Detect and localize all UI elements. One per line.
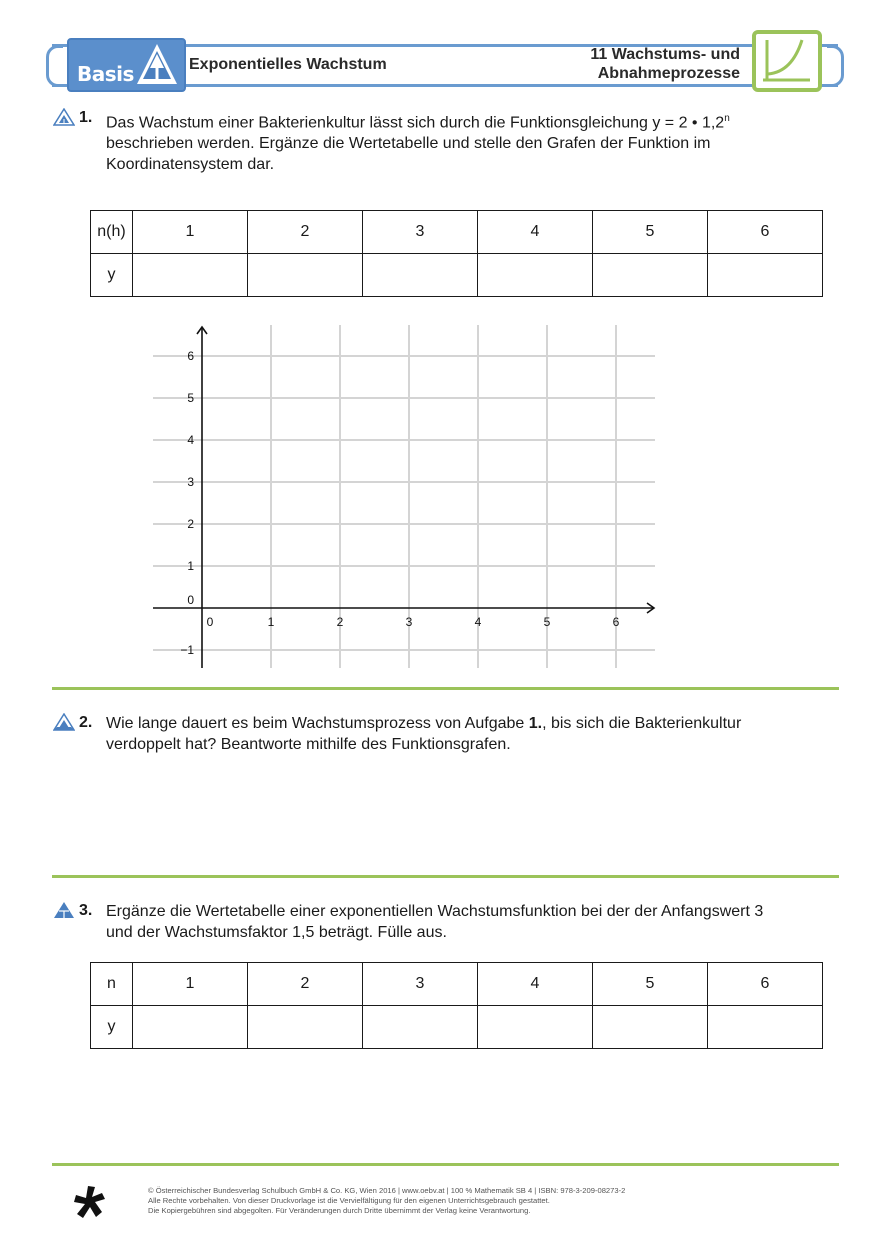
x-tick-label: 4 xyxy=(474,615,482,629)
table1-n-3: 3 xyxy=(363,211,478,254)
chapter-title-line1: 11 Wachstums- und xyxy=(590,46,740,63)
table3-y-cell[interactable] xyxy=(593,1006,708,1049)
table3-y-cell[interactable] xyxy=(363,1006,478,1049)
table3-y-cell[interactable] xyxy=(248,1006,363,1049)
task2-number: 2. xyxy=(79,714,93,731)
footer-copyright xyxy=(148,1186,625,1216)
table3-n-3: 3 xyxy=(363,963,478,1006)
table1-n-5: 5 xyxy=(593,211,708,254)
task1-exponent: n xyxy=(724,113,730,124)
table1-y-cell[interactable] xyxy=(708,254,823,297)
publisher-logo-icon xyxy=(72,1184,110,1222)
y-tick-label: 2 xyxy=(187,517,194,531)
growth-curve-icon xyxy=(752,30,822,92)
table3-n-2: 2 xyxy=(248,963,363,1006)
task2-line2: verdoppelt hat? Beantworte mithilfe des Funktionsgrafen. xyxy=(106,736,511,753)
table3-n-1: 1 xyxy=(133,963,248,1006)
separator xyxy=(52,687,839,690)
table1-n-1: 1 xyxy=(133,211,248,254)
y-tick-label: 6 xyxy=(187,349,194,363)
difficulty-icon xyxy=(53,713,75,731)
y-tick-label: 0 xyxy=(187,593,194,607)
task3-number: 3. xyxy=(79,902,93,919)
value-table-1 xyxy=(90,210,823,297)
separator xyxy=(52,1163,839,1166)
value-table-3 xyxy=(90,962,823,1049)
task1-line2: beschrieben werden. Ergänze die Wertetabelle und stelle den Grafen der Funktion im xyxy=(106,135,711,153)
task3-line1: Ergänze die Wertetabelle einer exponentiellen Wachstumsfunktion bei der der Anfangswert 3 xyxy=(106,903,764,920)
table1-row-y xyxy=(91,254,823,297)
header-right-bracket xyxy=(827,45,844,87)
table1-n-2: 2 xyxy=(248,211,363,254)
table1-n-6: 6 xyxy=(708,211,823,254)
y-tick-label: 1 xyxy=(187,559,194,573)
table3-label-y: y xyxy=(91,1006,133,1049)
table3-n-4: 4 xyxy=(478,963,593,1006)
table3-y-cell[interactable] xyxy=(133,1006,248,1049)
table3-n-6: 6 xyxy=(708,963,823,1006)
table1-y-cell[interactable] xyxy=(363,254,478,297)
x-tick-label: 6 xyxy=(612,615,620,629)
table3-y-cell[interactable] xyxy=(478,1006,593,1049)
table1-y-cell[interactable] xyxy=(133,254,248,297)
footer-line2: Alle Rechte vorbehalten. Von dieser Druckvorlage ist die Vervielfältigung für den eigenen Unterrichtsgebrauch gestattet. xyxy=(148,1196,550,1205)
x-tick-label: 3 xyxy=(405,615,413,629)
table3-row-y xyxy=(91,1006,823,1049)
footer-line3: Die Kopiergebühren sind abgegolten. Für Veränderungen durch Dritte übernimmt der Verlag keine Verantwortung. xyxy=(148,1206,531,1215)
task1-number: 1. xyxy=(79,109,93,126)
table1-row-n xyxy=(91,211,823,254)
task3-text xyxy=(106,901,851,943)
task3-line2: und der Wachstumsfaktor 1,5 beträgt. Fülle aus. xyxy=(106,924,447,941)
x-tick-label: 2 xyxy=(336,615,344,629)
task2-line1-ref: 1. xyxy=(528,715,543,732)
task1-line1 xyxy=(106,108,851,133)
coordinate-system[interactable] xyxy=(140,320,670,675)
task1-line3: Koordinatensystem dar. xyxy=(106,156,275,174)
table1-y-cell[interactable] xyxy=(478,254,593,297)
x-tick-label: 1 xyxy=(267,615,275,629)
x-tick-label: 5 xyxy=(543,615,551,629)
y-tick-label: −1 xyxy=(180,643,194,657)
pyramid-icon xyxy=(135,42,179,86)
task2-line1 xyxy=(106,713,851,734)
task1-text xyxy=(106,108,851,175)
table3-y-cell[interactable] xyxy=(708,1006,823,1049)
y-tick-label: 5 xyxy=(187,391,194,405)
task1-line1-text: Das Wachstum einer Bakterienkultur lässt sich durch die Funktionsgleichung y = 2 • 1,2 xyxy=(106,114,725,132)
task2-line1-part1: Wie lange dauert es beim Wachstumsprozess von Aufgabe xyxy=(106,715,529,732)
table1-label-n: n(h) xyxy=(91,211,133,254)
basis-label: Basis xyxy=(77,62,134,86)
x-tick-label: 0 xyxy=(206,615,214,629)
chapter-title xyxy=(520,45,740,83)
table3-n-5: 5 xyxy=(593,963,708,1006)
table1-n-4: 4 xyxy=(478,211,593,254)
basis-badge xyxy=(67,38,186,92)
task2-text xyxy=(106,713,851,755)
chapter-title-line2: Abnahmeprozesse xyxy=(597,65,740,82)
task2-line1-part2: , bis sich die Bakterienkultur xyxy=(542,715,742,732)
difficulty-icon xyxy=(53,901,75,919)
header-left-bracket xyxy=(46,45,63,87)
table1-y-cell[interactable] xyxy=(593,254,708,297)
difficulty-icon xyxy=(53,108,75,126)
y-tick-label: 3 xyxy=(187,475,194,489)
separator xyxy=(52,875,839,878)
table3-label-n: n xyxy=(91,963,133,1006)
table1-y-cell[interactable] xyxy=(248,254,363,297)
footer-line1: © Österreichischer Bundesverlag Schulbuch GmbH & Co. KG, Wien 2016 | www.oebv.at | 100 % Mathematik SB 4 | ISBN: 978-3-209-08273-2 xyxy=(148,1186,626,1195)
table1-label-y: y xyxy=(91,254,133,297)
table3-row-n xyxy=(91,963,823,1006)
header-title: Exponentielles Wachstum xyxy=(189,56,387,73)
y-tick-label: 4 xyxy=(187,433,194,447)
